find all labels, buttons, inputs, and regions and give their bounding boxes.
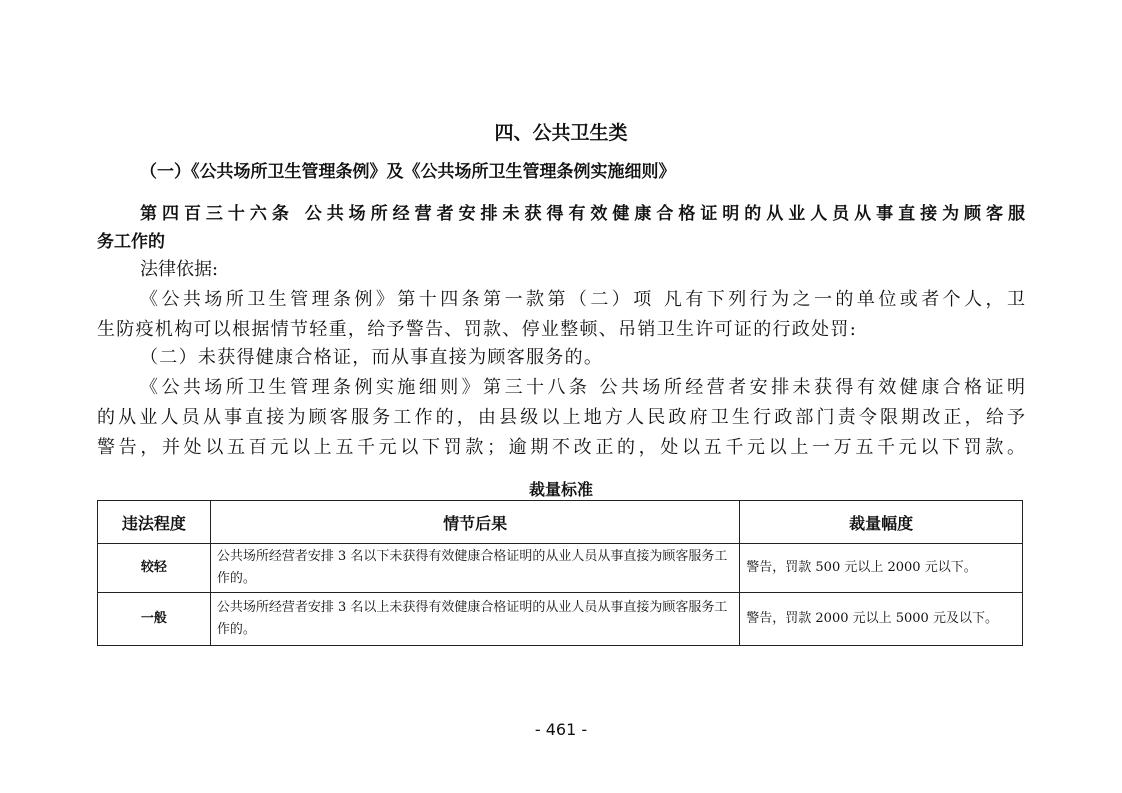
paragraph-line: 生防疫机构可以根据情节轻重，给予警告、罚款、停业整顿、吊销卫生许可证的行政处罚: bbox=[97, 319, 858, 340]
section-title: 四、公共卫生类 bbox=[494, 122, 628, 144]
table-title: 裁量标准 bbox=[528, 480, 593, 499]
circumstance-cell: 公共场所经营者安排 3 名以上未获得有效健康合格证明的从业人员从事直接为顾客服务工作的。 bbox=[210, 593, 739, 646]
subsection-title: （一）《公共场所卫生管理条例》及《公共场所卫生管理条例实施细则》 bbox=[140, 162, 676, 182]
table-row bbox=[98, 544, 1023, 593]
article-heading-cont: 务工作的 bbox=[97, 232, 165, 252]
header-cell: 裁量幅度 bbox=[740, 501, 1023, 544]
header-cell: 违法程度 bbox=[98, 501, 211, 544]
paragraph-line: 《公共场所卫生管理条例实施细则》第三十八条 公共场所经营者安排未获得有效健康合格证明 bbox=[140, 377, 1025, 398]
paragraph-line: 《公共场所卫生管理条例》第十四条第一款第（二）项 凡有下列行为之一的单位或者个人，卫 bbox=[140, 289, 1025, 310]
paragraph-line: 警告，并处以五百元以上五千元以下罚款；逾期不改正的，处以五千元以上一万五千元以下罚款。 bbox=[97, 437, 1025, 458]
page-number: - 461 - bbox=[534, 720, 588, 739]
table-header-row bbox=[98, 501, 1023, 544]
paragraph-line: （二）未获得健康合格证，而从事直接为顾客服务的。 bbox=[140, 347, 604, 368]
circumstance-cell: 公共场所经营者安排 3 名以下未获得有效健康合格证明的从业人员从事直接为顾客服务工作的。 bbox=[210, 544, 739, 593]
legal-basis-label: 法律依据: bbox=[140, 259, 219, 280]
header-cell: 情节后果 bbox=[210, 501, 739, 544]
table-row bbox=[98, 593, 1023, 646]
range-cell: 警告，罚款 500 元以上 2000 元以下。 bbox=[740, 544, 1023, 593]
article-heading: 第四百三十六条 公共场所经营者安排未获得有效健康合格证明的从业人员从事直接为顾客服 bbox=[140, 204, 1025, 224]
level-cell: 一般 bbox=[98, 593, 211, 646]
range-cell: 警告，罚款 2000 元以上 5000 元及以下。 bbox=[740, 593, 1023, 646]
discretion-table bbox=[97, 500, 1023, 646]
level-cell: 较轻 bbox=[98, 544, 211, 593]
paragraph-line: 的从业人员从事直接为顾客服务工作的，由县级以上地方人民政府卫生行政部门责令限期改正，给予 bbox=[97, 407, 1025, 428]
